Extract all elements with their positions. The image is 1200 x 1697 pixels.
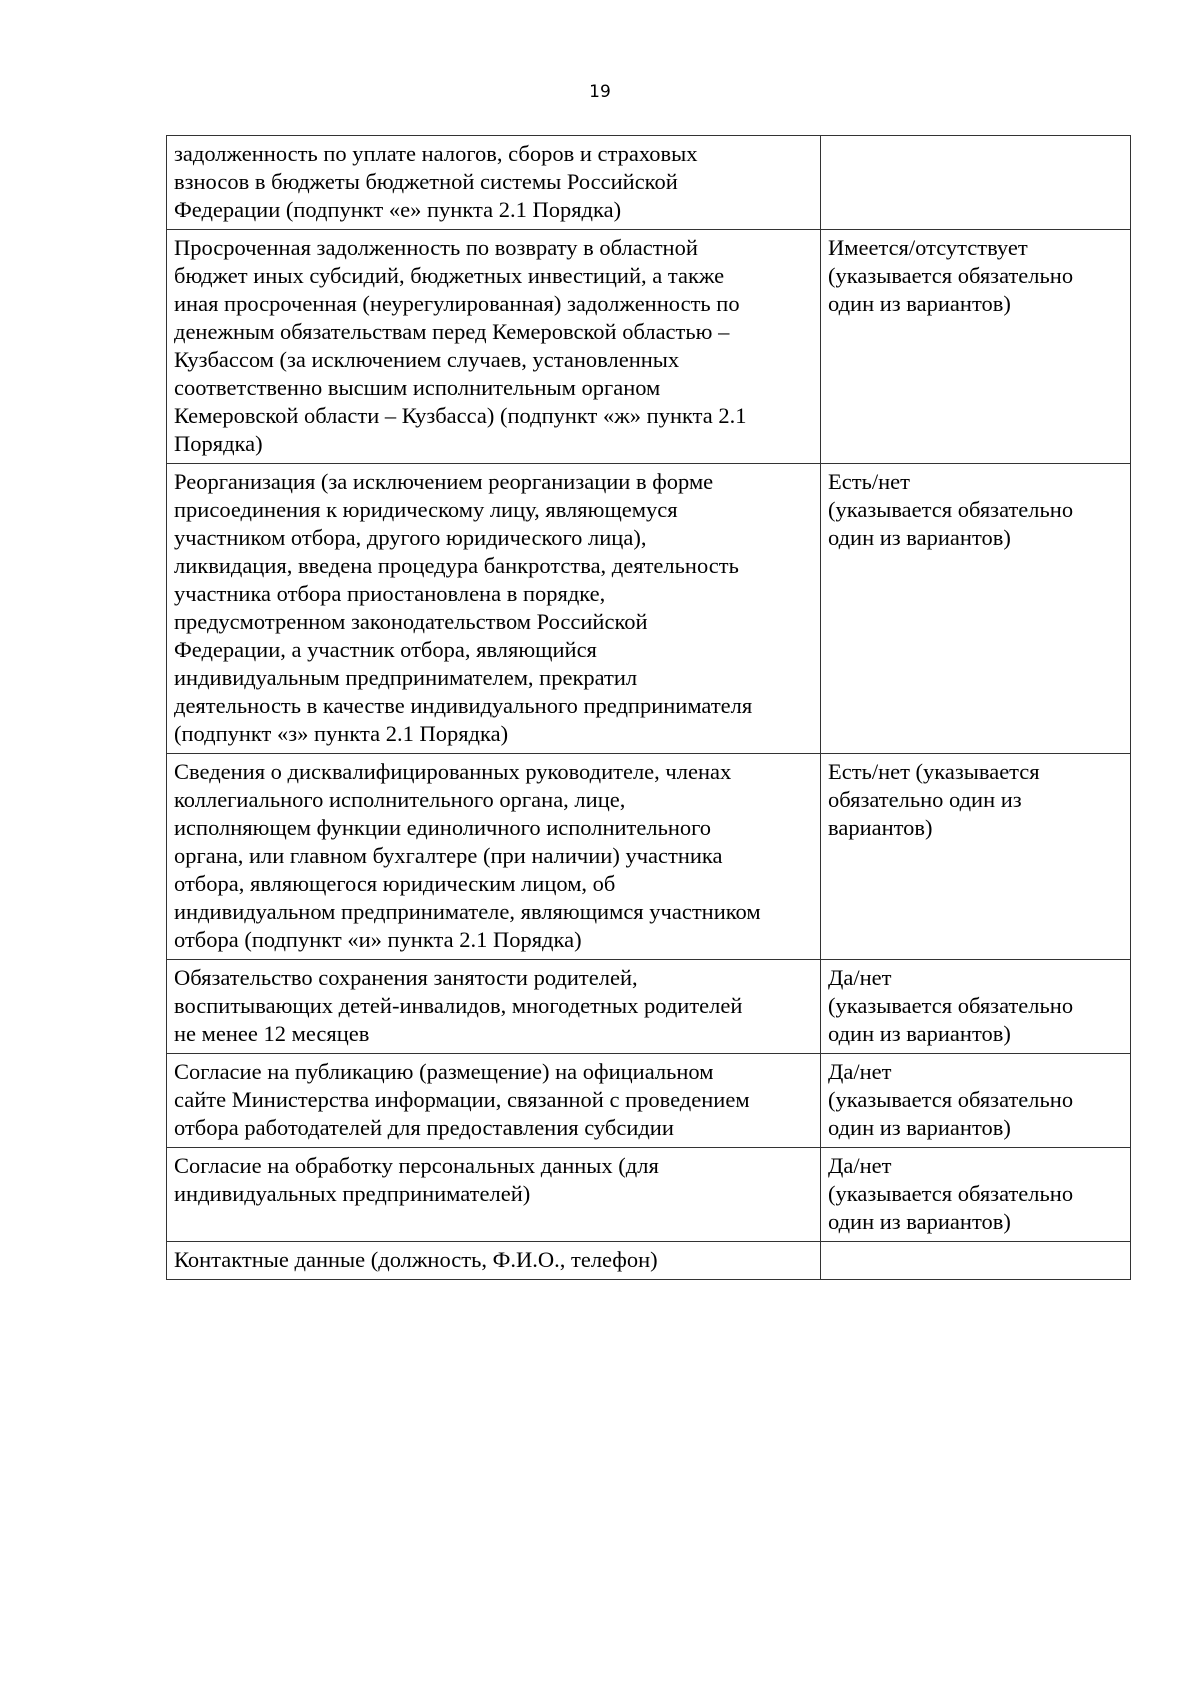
table-row bbox=[167, 960, 1131, 1054]
table-row bbox=[167, 754, 1131, 960]
table-row bbox=[167, 136, 1131, 230]
answer-cell[interactable]: Да/нет (указывается обязательно один из вариантов) bbox=[821, 1054, 1131, 1148]
table-row bbox=[167, 1242, 1131, 1280]
criterion-cell: задолженность по уплате налогов, сборов и страховых взносов в бюджеты бюджетной системы Российской Федерации (подпункт «е» пункта 2.1 Порядка) bbox=[167, 136, 821, 230]
table-row bbox=[167, 1054, 1131, 1148]
criteria-table bbox=[166, 135, 1131, 1280]
answer-cell[interactable] bbox=[821, 1242, 1131, 1280]
criterion-cell: Просроченная задолженность по возврату в областной бюджет иных субсидий, бюджетных инвестиций, а также иная просроченная (неурегулированная) задолженность по денежным обязательствам перед Кемеровской областью – Кузбассом (за исключением случаев, установленных соответственно высшим исполнительным органом Кемеровской области – Кузбасса) (подпункт «ж» пункта 2.1 Порядка) bbox=[167, 230, 821, 464]
criterion-cell: Реорганизация (за исключением реорганизации в форме присоединения к юридическому лицу, являющемуся участником отбора, другого юридического лица), ликвидация, введена процедура банкротства, деятельность участника отбора приостановлена в порядке, предусмотренном законодательством Российской Федерации, а участник отбора, являющийся индивидуальным предпринимателем, прекратил деятельность в качестве индивидуального предпринимателя (подпункт «з» пункта 2.1 Порядка) bbox=[167, 464, 821, 754]
answer-cell[interactable]: Есть/нет (указывается обязательно один из вариантов) bbox=[821, 464, 1131, 754]
page-number: 19 bbox=[589, 82, 611, 102]
answer-cell[interactable] bbox=[821, 136, 1131, 230]
table-row bbox=[167, 230, 1131, 464]
criterion-cell: Обязательство сохранения занятости родителей, воспитывающих детей-инвалидов, многодетных родителей не менее 12 месяцев bbox=[167, 960, 821, 1054]
criterion-cell: Согласие на публикацию (размещение) на официальном сайте Министерства информации, связанной с проведением отбора работодателей для предоставления субсидии bbox=[167, 1054, 821, 1148]
answer-cell[interactable]: Есть/нет (указывается обязательно один из вариантов) bbox=[821, 754, 1131, 960]
criterion-cell: Сведения о дисквалифицированных руководителе, членах коллегиального исполнительного органа, лице, исполняющем функции единоличного исполнительного органа, или главном бухгалтере (при наличии) участника отбора, являющегося юридическим лицом, об индивидуальном предпринимателе, являющимся участником отбора (подпункт «и» пункта 2.1 Порядка) bbox=[167, 754, 821, 960]
answer-cell[interactable]: Да/нет (указывается обязательно один из вариантов) bbox=[821, 960, 1131, 1054]
table-row bbox=[167, 464, 1131, 754]
answer-cell[interactable]: Имеется/отсутствует (указывается обязательно один из вариантов) bbox=[821, 230, 1131, 464]
criterion-cell: Контактные данные (должность, Ф.И.О., телефон) bbox=[167, 1242, 821, 1280]
table-row bbox=[167, 1148, 1131, 1242]
answer-cell[interactable]: Да/нет (указывается обязательно один из вариантов) bbox=[821, 1148, 1131, 1242]
criterion-cell: Согласие на обработку персональных данных (для индивидуальных предпринимателей) bbox=[167, 1148, 821, 1242]
